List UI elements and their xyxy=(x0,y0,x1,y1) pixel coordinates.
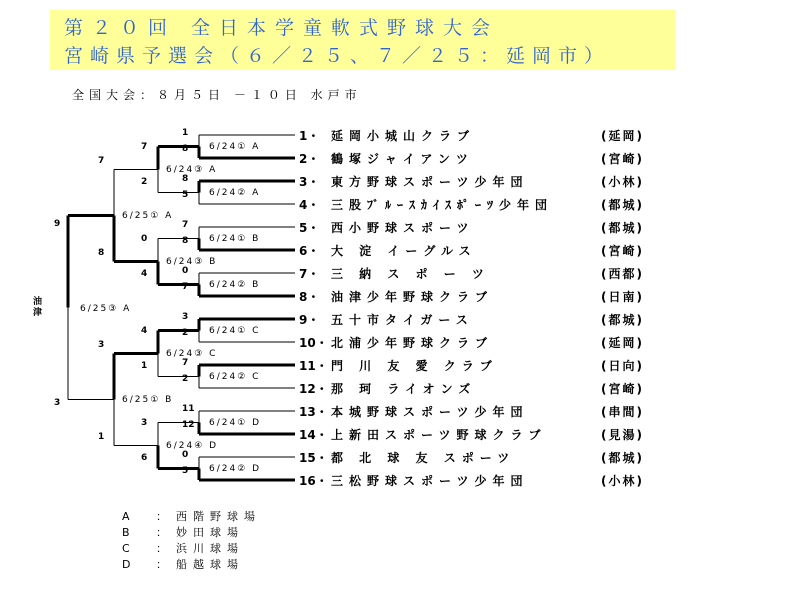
team-name: 北浦少年野球クラブ xyxy=(331,336,494,350)
team-row xyxy=(299,426,644,446)
team-name: 延岡小城山クラブ xyxy=(331,129,476,143)
legend-separator: ： xyxy=(156,558,173,571)
match-score: 2 xyxy=(141,176,148,187)
team-town: (都城) xyxy=(601,221,644,235)
match-score: 8 xyxy=(98,247,105,258)
team-number: 6・ xyxy=(299,244,320,258)
team-town: (小林) xyxy=(601,474,644,488)
match-score: 7 xyxy=(182,220,189,230)
team-name: 五十市タイガース xyxy=(331,313,474,327)
venue-code: C xyxy=(122,542,136,555)
team-row xyxy=(299,288,644,308)
champion-name: 油津 xyxy=(33,296,43,318)
venue-code: A xyxy=(122,510,136,523)
match-label: 6/25① A xyxy=(122,210,174,221)
match-score: 2 xyxy=(182,328,189,338)
match-score: 4 xyxy=(141,268,148,279)
match-score: 1 xyxy=(182,128,189,138)
legend-row xyxy=(122,524,261,540)
team-number: 12・ xyxy=(299,382,328,396)
team-row xyxy=(299,219,644,239)
match-score: 3 xyxy=(182,312,189,322)
match-score: 3 xyxy=(141,417,148,428)
match-score: 8 xyxy=(182,144,189,154)
team-town: (延岡) xyxy=(601,129,644,143)
legend-separator: ： xyxy=(156,510,173,523)
team-name: 上新田スポーツ野球クラブ xyxy=(331,428,547,442)
team-number: 7・ xyxy=(299,267,320,281)
match-label: 6/24① B xyxy=(209,233,261,244)
team-town: (宮崎) xyxy=(601,244,644,258)
team-row xyxy=(299,380,644,400)
team-town: (西都) xyxy=(601,267,644,281)
match-label: 6/24① D xyxy=(209,417,262,428)
team-row xyxy=(299,472,644,492)
team-number: 4・ xyxy=(299,198,320,212)
team-town: (日向) xyxy=(601,359,644,373)
match-score: 3 xyxy=(54,397,61,408)
match-label: 6/24② D xyxy=(209,463,262,474)
legend-row xyxy=(122,540,261,556)
team-name: 都 北 球 友 スポーツ xyxy=(331,451,516,465)
team-name: 本城野球スポーツ少年団 xyxy=(331,405,529,419)
team-row xyxy=(299,403,644,423)
team-town: (宮崎) xyxy=(601,152,644,166)
team-row xyxy=(299,265,644,285)
match-label: 6/24③ A xyxy=(166,164,218,175)
team-town: (見湯) xyxy=(601,428,644,442)
team-number: 10・ xyxy=(299,336,328,350)
match-score: 7 xyxy=(182,282,189,292)
match-score: 9 xyxy=(54,218,61,229)
team-name: 那 珂 ライオンズ xyxy=(331,382,477,396)
team-town: (串間) xyxy=(601,405,644,419)
match-label: 6/24① C xyxy=(209,325,261,336)
team-town: (都城) xyxy=(601,313,644,327)
national-tournament-info: 全国大会：８月５日 －１０日 水戸市 xyxy=(72,88,362,102)
match-label: 6/24④ D xyxy=(166,440,219,451)
venue-legend xyxy=(122,508,261,572)
match-score: 8 xyxy=(182,236,189,246)
match-score: 1 xyxy=(98,431,105,442)
match-label: 6/25① B xyxy=(122,394,174,405)
legend-separator: ： xyxy=(156,542,173,555)
team-number: 15・ xyxy=(299,451,328,465)
team-town: (小林) xyxy=(601,175,644,189)
match-label: 6/24② B xyxy=(209,279,261,290)
team-name: 三松野球スポーツ少年団 xyxy=(331,474,529,488)
match-label: 6/24① A xyxy=(209,141,261,152)
team-row xyxy=(299,173,644,193)
legend-separator: ： xyxy=(156,526,173,539)
team-row xyxy=(299,127,644,147)
match-score: 2 xyxy=(182,374,189,384)
team-town: (都城) xyxy=(601,451,644,465)
team-number: 9・ xyxy=(299,313,320,327)
venue-name: 妙田球場 xyxy=(176,526,244,539)
team-row xyxy=(299,150,644,170)
venue-name: 西階野球場 xyxy=(176,510,261,523)
team-row xyxy=(299,449,644,469)
match-score: 3 xyxy=(98,339,105,350)
match-score: 7 xyxy=(98,155,105,166)
match-label: 6/24② A xyxy=(209,187,261,198)
team-number: 5・ xyxy=(299,221,320,235)
team-row xyxy=(299,311,644,331)
team-town: (都城) xyxy=(601,198,644,212)
venue-code: B xyxy=(122,526,136,539)
page-title: 第２０回 全日本学童軟式野球大会 xyxy=(64,17,500,39)
team-town: (宮崎) xyxy=(601,382,644,396)
match-score: 5 xyxy=(182,466,189,476)
match-score: 7 xyxy=(141,141,148,152)
venue-name: 浜川球場 xyxy=(176,542,244,555)
team-name: 大 淀 イーグルス xyxy=(331,244,477,258)
team-row xyxy=(299,334,644,354)
team-town: (延岡) xyxy=(601,336,644,350)
team-number: 1・ xyxy=(299,129,320,143)
legend-row xyxy=(122,508,261,524)
team-name: 三股ﾌﾞﾙｰｽｶｲｽﾎﾟｰﾂ少年団 xyxy=(331,198,554,212)
team-name: 西小野球スポーツ xyxy=(331,221,475,235)
match-score: 4 xyxy=(141,325,148,336)
match-score: 12 xyxy=(182,420,195,430)
team-name: 三 納 ス ポ ー ツ xyxy=(331,267,490,281)
team-name: 鶴塚ジャイアンツ xyxy=(331,152,474,166)
team-name: 東方野球スポーツ少年団 xyxy=(331,175,529,189)
team-number: 13・ xyxy=(299,405,328,419)
venue-code: D xyxy=(122,558,137,571)
match-score: 8 xyxy=(182,174,189,184)
match-score: 1 xyxy=(141,360,148,371)
team-number: 8・ xyxy=(299,290,320,304)
match-label: 6/24③ C xyxy=(166,348,218,359)
team-row xyxy=(299,357,644,377)
team-name: 油津少年野球クラブ xyxy=(331,290,494,304)
team-number: 16・ xyxy=(299,474,328,488)
team-number: 2・ xyxy=(299,152,320,166)
legend-row xyxy=(122,556,261,572)
match-score: 0 xyxy=(182,450,189,460)
match-score: 11 xyxy=(182,404,195,414)
match-score: 5 xyxy=(182,190,189,200)
team-town: (日南) xyxy=(601,290,644,304)
match-score: 7 xyxy=(182,358,189,368)
team-number: 3・ xyxy=(299,175,320,189)
match-label: 6/25③ A xyxy=(80,303,132,314)
team-name: 門 川 友 愛 クラブ xyxy=(331,359,498,373)
match-score: 0 xyxy=(141,233,148,244)
page-subtitle-qualifier: 宮崎県予選会（６／２５、７／２５：延岡市） xyxy=(64,45,611,67)
match-score: 0 xyxy=(182,266,189,276)
team-row xyxy=(299,242,644,262)
team-row xyxy=(299,196,644,216)
match-label: 6/24② C xyxy=(209,371,261,382)
match-label: 6/24③ B xyxy=(166,256,218,267)
team-number: 14・ xyxy=(299,428,328,442)
match-score: 6 xyxy=(141,452,148,463)
team-number: 11・ xyxy=(299,359,328,373)
venue-name: 船越球場 xyxy=(176,558,244,571)
